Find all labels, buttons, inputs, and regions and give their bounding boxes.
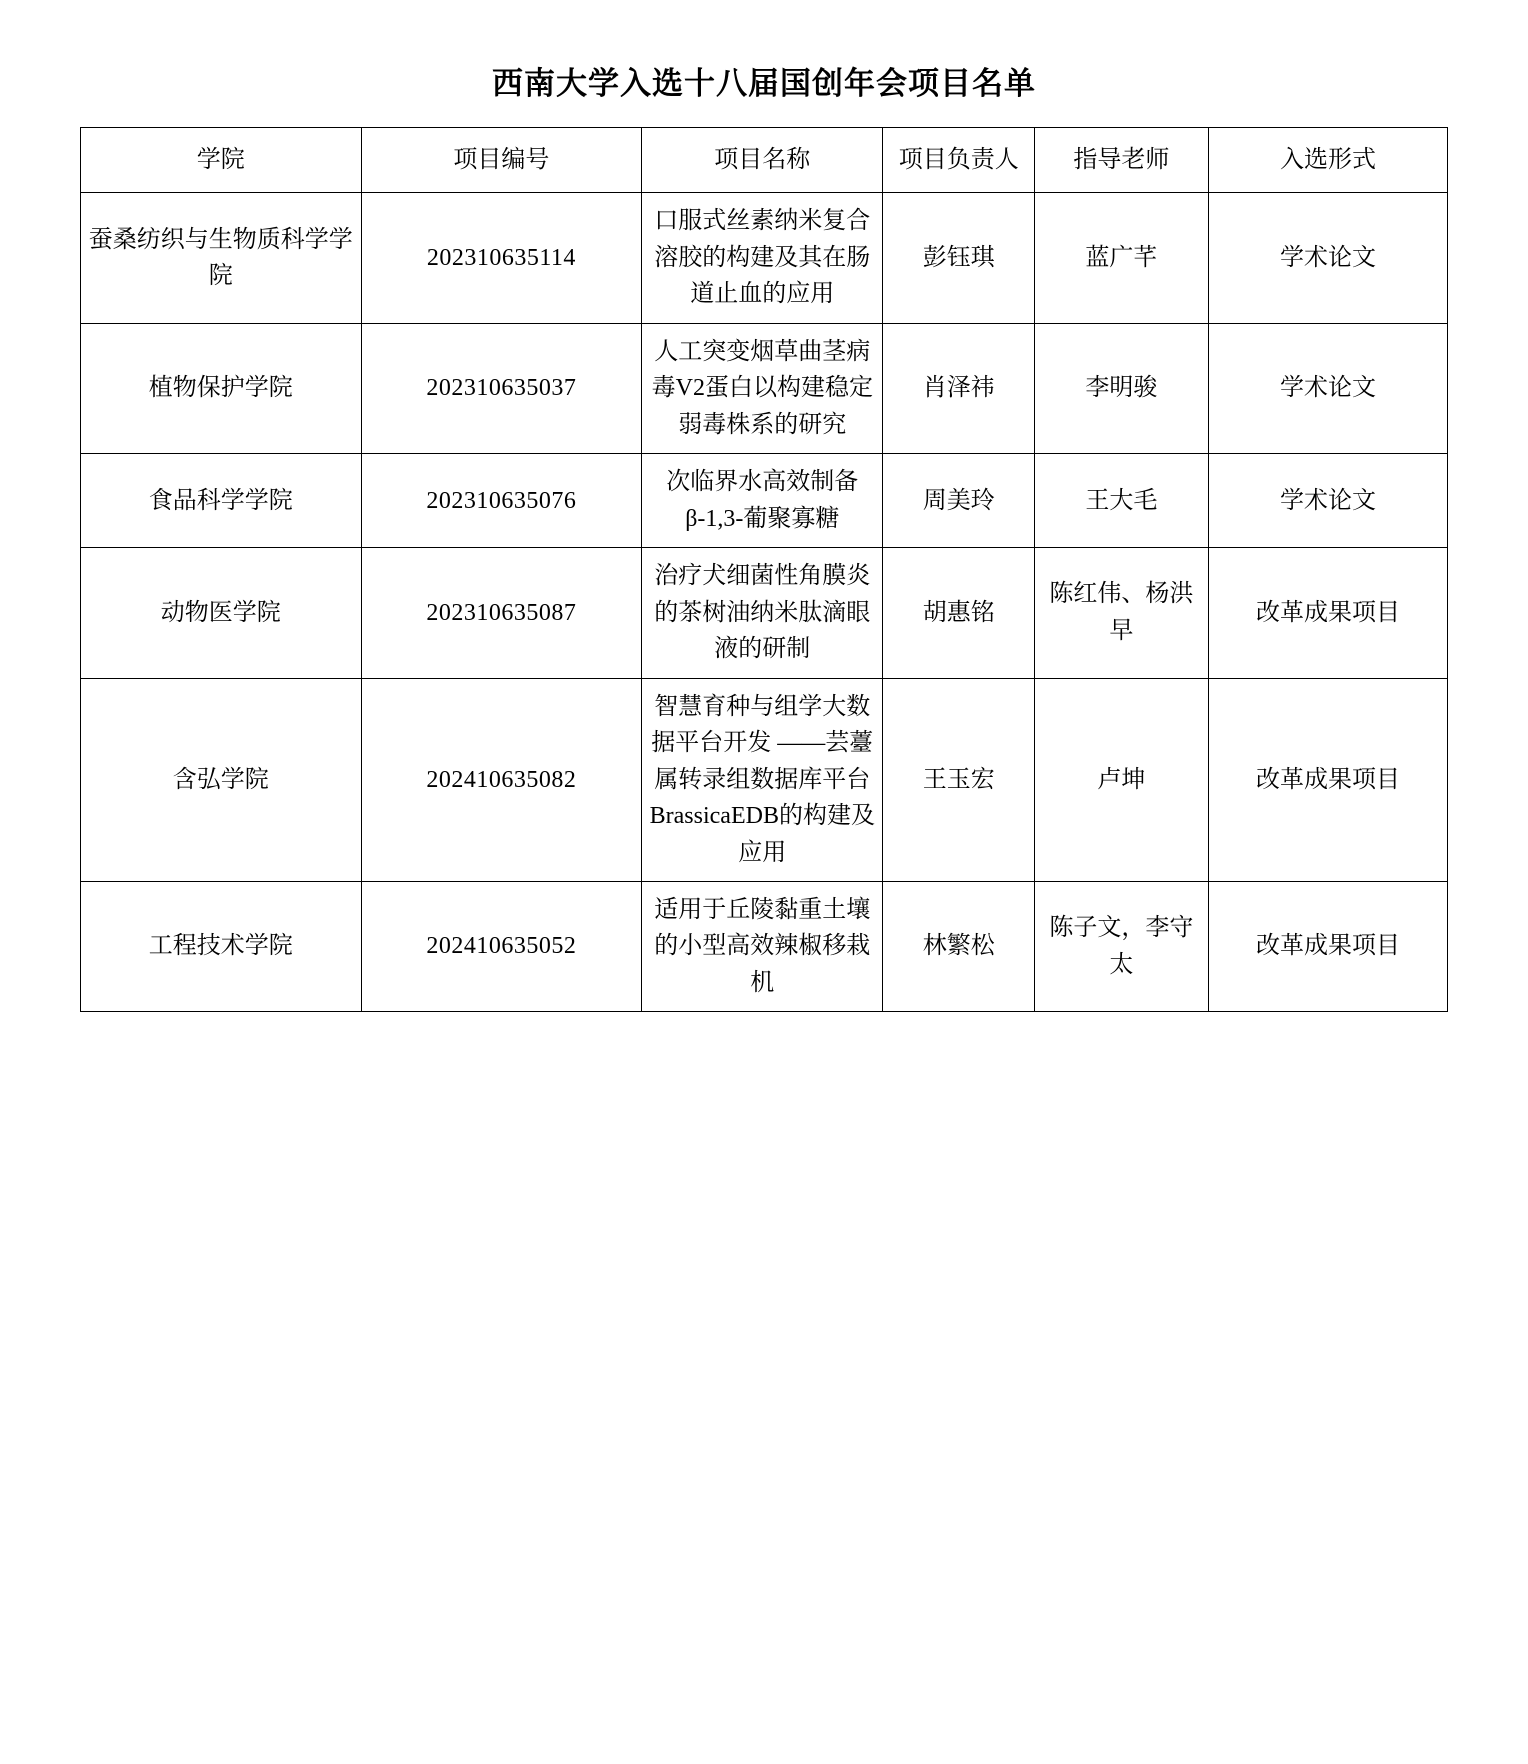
cell-college: 动物医学院	[81, 548, 362, 678]
table-row	[81, 454, 1448, 548]
cell-teacher: 王大毛	[1034, 454, 1208, 548]
cell-leader: 周美玲	[883, 454, 1035, 548]
cell-college: 植物保护学院	[81, 323, 362, 453]
cell-project-name: 口服式丝素纳米复合溶胶的构建及其在肠道止血的应用	[642, 193, 883, 323]
cell-leader: 胡惠铭	[883, 548, 1035, 678]
cell-leader: 肖泽祎	[883, 323, 1035, 453]
cell-college: 含弘学院	[81, 678, 362, 881]
table-row	[81, 881, 1448, 1011]
cell-project-name: 智慧育种与组学大数据平台开发 ——芸薹属转录组数据库平台BrassicaEDB的构建及应用	[642, 678, 883, 881]
table-row	[81, 678, 1448, 881]
column-header-teacher: 指导老师	[1034, 128, 1208, 193]
table-header	[81, 128, 1448, 193]
table-row	[81, 548, 1448, 678]
cell-form: 学术论文	[1208, 454, 1447, 548]
cell-project-name: 次临界水高效制备β-1,3-葡聚寡糖	[642, 454, 883, 548]
cell-code: 202310635076	[361, 454, 642, 548]
cell-leader: 王玉宏	[883, 678, 1035, 881]
cell-college: 工程技术学院	[81, 881, 362, 1011]
cell-college: 蚕桑纺织与生物质科学学院	[81, 193, 362, 323]
cell-code: 202310635087	[361, 548, 642, 678]
cell-college: 食品科学学院	[81, 454, 362, 548]
table-row	[81, 323, 1448, 453]
cell-form: 改革成果项目	[1208, 881, 1447, 1011]
column-header-form: 入选形式	[1208, 128, 1447, 193]
column-header-college: 学院	[81, 128, 362, 193]
cell-project-name: 适用于丘陵黏重土壤的小型高效辣椒移栽机	[642, 881, 883, 1011]
cell-teacher: 李明骏	[1034, 323, 1208, 453]
cell-project-name: 人工突变烟草曲茎病毒V2蛋白以构建稳定弱毒株系的研究	[642, 323, 883, 453]
cell-teacher: 蓝广芊	[1034, 193, 1208, 323]
cell-code: 202310635114	[361, 193, 642, 323]
cell-code: 202410635082	[361, 678, 642, 881]
cell-teacher: 卢坤	[1034, 678, 1208, 881]
cell-leader: 彭钰琪	[883, 193, 1035, 323]
cell-leader: 林繁松	[883, 881, 1035, 1011]
cell-project-name: 治疗犬细菌性角膜炎的茶树油纳米肽滴眼液的研制	[642, 548, 883, 678]
cell-teacher: 陈子文，李守太	[1034, 881, 1208, 1011]
column-header-leader: 项目负责人	[883, 128, 1035, 193]
table-body	[81, 193, 1448, 1012]
project-list-table	[80, 127, 1448, 1012]
table-row	[81, 193, 1448, 323]
column-header-name: 项目名称	[642, 128, 883, 193]
cell-form: 学术论文	[1208, 193, 1447, 323]
table-header-row	[81, 128, 1448, 193]
cell-code: 202410635052	[361, 881, 642, 1011]
cell-teacher: 陈红伟、杨洪早	[1034, 548, 1208, 678]
page-title: 西南大学入选十八届国创年会项目名单	[492, 66, 1036, 101]
column-header-code: 项目编号	[361, 128, 642, 193]
cell-form: 改革成果项目	[1208, 678, 1447, 881]
cell-form: 学术论文	[1208, 323, 1447, 453]
cell-code: 202310635037	[361, 323, 642, 453]
cell-form: 改革成果项目	[1208, 548, 1447, 678]
